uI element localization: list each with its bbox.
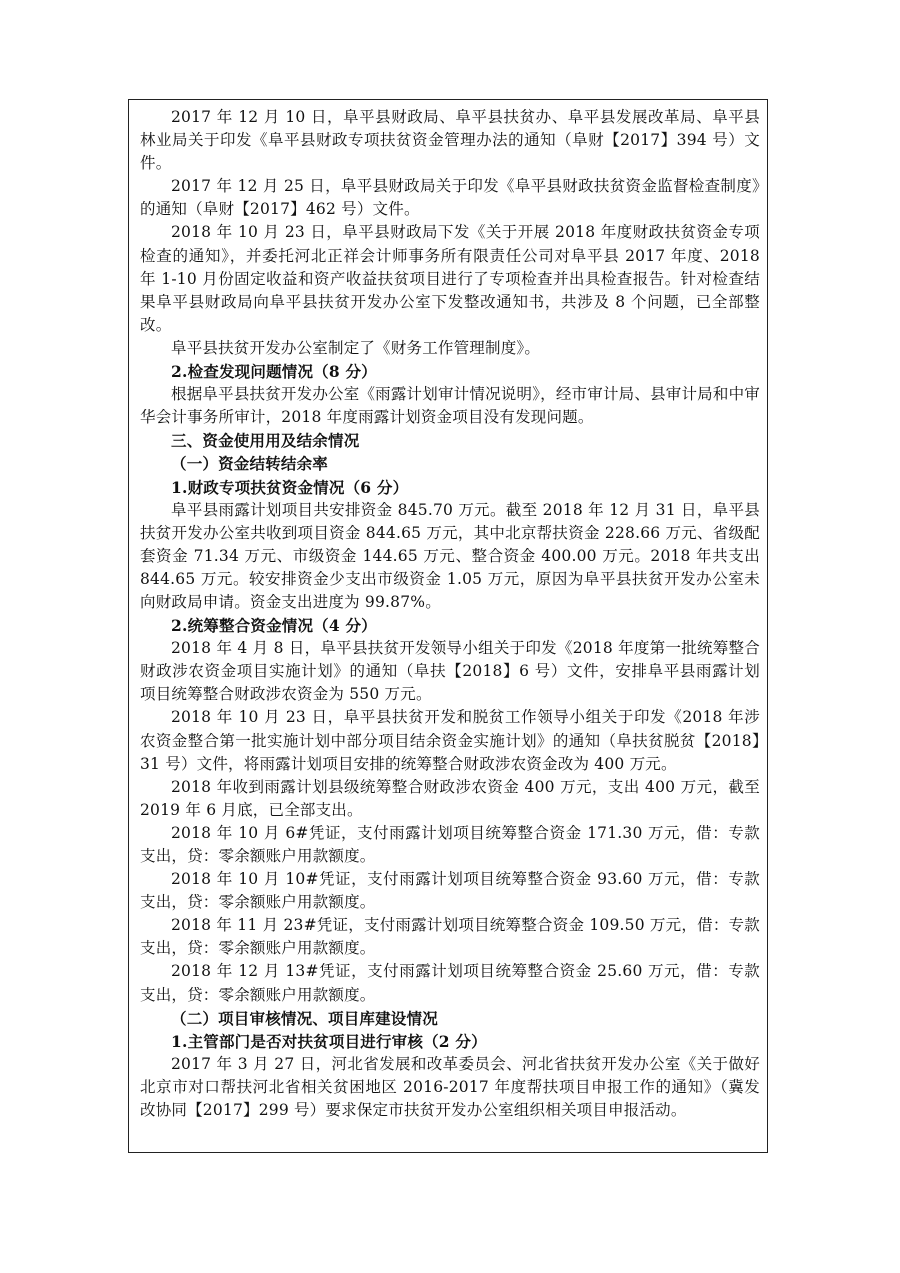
- paragraph-plan-2018-6: 2018 年 4 月 8 日，阜平县扶贫开发领导小组关于印发《2018 年度第一批统筹整合财政涉农资金项目实施计划》的通知（阜扶【2018】6 号）文件，安排阜平县雨露计划项目统筹整合财政涉农资金为 550 万元。: [140, 639, 760, 704]
- paragraph-notice-462: 2017 年 12 月 25 日，阜平县财政局关于印发《阜平县财政扶贫资金监督检查制度》的通知（阜财【2017】462 号）文件。: [140, 177, 760, 219]
- paragraph-notice-299: 2017 年 3 月 27 日，河北省发展和改革委员会、河北省扶贫开发办公室《关于做好北京市对口帮扶河北省相关贫困地区 2016-2017 年度帮扶项目申报工作的通知》（冀发改协同【2017】299 号）要求保定市扶贫开发办公室组织相关项目申报活动。: [140, 1054, 760, 1120]
- paragraph-notice-394: 2017 年 12 月 10 日，阜平县财政局、阜平县扶贫办、阜平县发展改革局、阜平县林业局关于印发《阜平县财政专项扶贫资金管理办法的通知（阜财【2017】394 号）文件。: [140, 108, 760, 173]
- heading-inspection-issues: 2.检查发现问题情况（8 分）: [171, 362, 377, 382]
- paragraph-funds-summary: 阜平县雨露计划项目共安排资金 845.70 万元。截至 2018 年 12 月 31 日，阜平县扶贫开发办公室共收到项目资金 844.65 万元，其中北京帮扶资金 228.66 万元、省级配套资金 71.34 万元、市级资金 144.65 万元、整合资金 400.00 万元。2018 年共支出 844.65 万元。较安排资金少支出市级资金 1.05 万元，原因为阜平县扶贫开发办公室未向财政局申请。资金支出进度为 99.87%。: [140, 500, 760, 611]
- paragraph-audit-result: 根据阜平县扶贫开发办公室《雨露计划审计情况说明》，经市审计局、县审计局和中审华会计事务所审计，2018 年度雨露计划资金项目没有发现问题。: [140, 385, 760, 427]
- heading-carryover-rate: （一）资金结转结余率: [171, 454, 329, 474]
- paragraph-funds-received: 2018 年收到雨露计划县级统筹整合财政涉农资金 400 万元，支出 400 万元，截至 2019 年 6 月底，已全部支出。: [140, 777, 760, 819]
- heading-special-funds: 1.财政专项扶贫资金情况（6 分）: [171, 477, 409, 497]
- document-body: [140, 106, 760, 1122]
- paragraph-plan-2018-31: 2018 年 10 月 23 日，阜平县扶贫开发和脱贫工作领导小组关于印发《2018 年涉农资金整合第一批实施计划中部分项目结余资金实施计划》的通知（阜扶贫脱贫【2018】31 号）文件，将雨露计划项目安排的统筹整合财政涉农资金改为 400 万元。: [140, 708, 760, 773]
- paragraph-voucher-10: 2018 年 10 月 10#凭证，支付雨露计划项目统筹整合资金 93.60 万元，借：专款支出，贷：零余额账户用款额度。: [140, 870, 760, 912]
- heading-integrated-funds: 2.统筹整合资金情况（4 分）: [171, 616, 377, 636]
- paragraph-voucher-6: 2018 年 10 月 6#凭证，支付雨露计划项目统筹整合资金 171.30 万元，借：专款支出，贷：零余额账户用款额度。: [140, 823, 760, 865]
- paragraph-special-inspection: 2018 年 10 月 23 日，阜平县财政局下发《关于开展 2018 年度财政扶贫资金专项检查的通知》，并委托河北正祥会计师事务所有限责任公司对阜平县 2017 年度、2018 年 1-10 月份固定收益和资产收益扶贫项目进行了专项检查并出具检查报告。针对检查结果阜平县财政局向阜平县扶贫开发办公室下发整改通知书，共涉及 8 个问题，已全部整改。: [140, 223, 760, 334]
- paragraph-voucher-23: 2018 年 11 月 23#凭证，支付雨露计划项目统筹整合资金 109.50 万元，借：专款支出，贷：零余额账户用款额度。: [140, 916, 760, 958]
- heading-dept-review: 1.主管部门是否对扶贫项目进行审核（2 分）: [171, 1031, 487, 1051]
- heading-section-three: 三、资金使用用及结余情况: [171, 431, 360, 451]
- paragraph-voucher-13: 2018 年 12 月 13#凭证，支付雨露计划项目统筹整合资金 25.60 万元，借：专款支出，贷：零余额账户用款额度。: [140, 962, 760, 1004]
- heading-project-review: （二）项目审核情况、项目库建设情况: [171, 1008, 438, 1028]
- paragraph-finance-rules: 阜平县扶贫开发办公室制定了《财务工作管理制度》。: [171, 338, 541, 357]
